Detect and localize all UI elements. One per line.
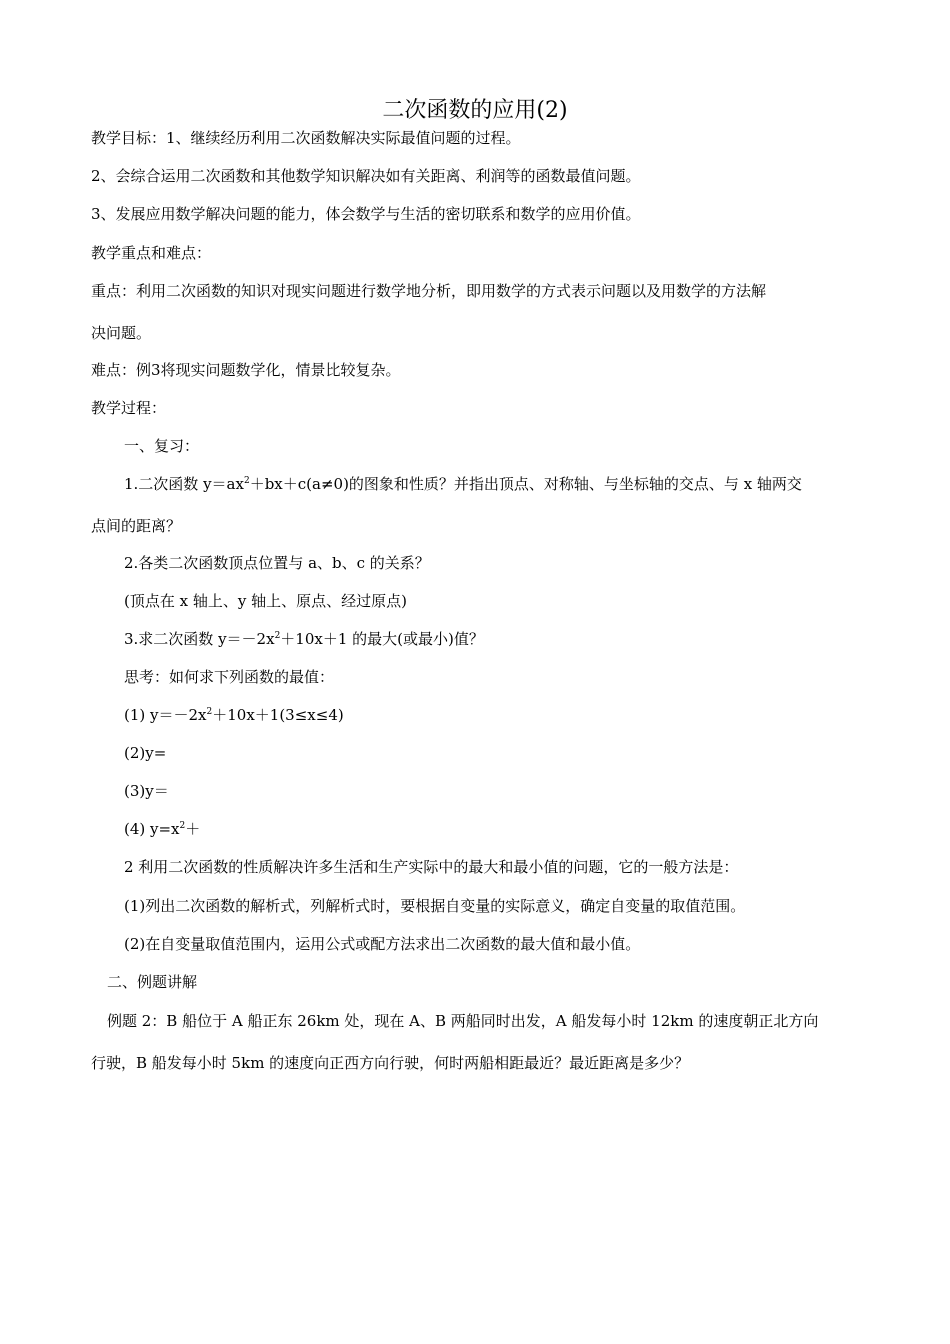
function-3: (3)y＝ <box>124 782 169 800</box>
difficulty-line: 难点：例3将现实问题数学化，情景比较复杂。 <box>91 361 401 379</box>
f1-text-b: ＋10x＋1(3≤x≤4) <box>212 706 344 724</box>
think-prompt: 思考：如何求下列函数的最值： <box>124 668 335 686</box>
method-step-2: (2)在自变量取值范围内，运用公式或配方法求出二次函数的最大值和最小值。 <box>124 935 641 953</box>
f4-text-b: ＋ <box>185 820 201 838</box>
function-4 <box>124 819 200 839</box>
q1-text-b: ＋bx＋c(a≠0)的图象和性质？并指出顶点、对称轴、与坐标轴的交点、与 x 轴两交 <box>249 475 802 493</box>
q1-text-a: 1.二次函数 y＝ax <box>124 475 244 493</box>
f4-exponent: 2 <box>179 821 186 831</box>
f1-exponent: 2 <box>206 707 213 717</box>
goal-3: 3、发展应用数学解决问题的能力，体会数学与生活的密切联系和数学的应用价值。 <box>91 205 641 223</box>
q1-exponent: 2 <box>243 476 250 486</box>
focus-line-2: 决问题。 <box>91 324 152 342</box>
review-question-1-cont: 点间的距离？ <box>91 517 182 535</box>
example-2-line-1: 例题 2：B 船位于 A 船正东 26km 处，现在 A、B 两船同时出发，A 船发每小时 12km 的速度朝正北方向 <box>107 1012 819 1030</box>
function-2: (2)y= <box>124 744 167 762</box>
page-title: 二次函数的应用(2) <box>382 98 568 123</box>
review-question-2: 2.各类二次函数顶点位置与 a、b、c 的关系？ <box>124 554 430 572</box>
process-heading: 教学过程： <box>91 399 167 417</box>
review-question-2-hint: (顶点在 x 轴上、y 轴上、原点、经过原点) <box>124 592 407 610</box>
goal-1: 教学目标：1、继续经历利用二次函数解决实际最值问题的过程。 <box>91 129 521 147</box>
q3-text-b: ＋10x＋1 的最大(或最小)值？ <box>280 630 484 648</box>
review-heading: 一、复习： <box>124 437 200 455</box>
focus-line-1: 重点：利用二次函数的知识对现实问题进行数学地分析，即用数学的方式表示问题以及用数学的方法解 <box>91 282 767 300</box>
review-question-1 <box>124 474 802 494</box>
review-question-3 <box>124 629 484 649</box>
examples-heading: 二、例题讲解 <box>107 973 198 991</box>
key-points-heading: 教学重点和难点： <box>91 244 212 262</box>
f4-text-a: (4) y=x <box>124 820 180 838</box>
q3-text-a: 3.求二次函数 y＝－2x <box>124 630 275 648</box>
function-1 <box>124 705 344 725</box>
example-2-line-2: 行驶，B 船发每小时 5km 的速度向正西方向行驶，何时两船相距最近？最近距离是多少？ <box>91 1054 690 1072</box>
method-step-1: (1)列出二次函数的解析式，列解析式时，要根据自变量的实际意义，确定自变量的取值范围。 <box>124 897 746 915</box>
goal-2: 2、会综合运用二次函数和其他数学知识解决如有关距离、利润等的函数最值问题。 <box>91 167 641 185</box>
method-intro: 2 利用二次函数的性质解决许多生活和生产实际中的最大和最小值的问题，它的一般方法是： <box>124 858 739 876</box>
f1-text-a: (1) y＝－2x <box>124 706 207 724</box>
q3-exponent: 2 <box>274 631 281 641</box>
